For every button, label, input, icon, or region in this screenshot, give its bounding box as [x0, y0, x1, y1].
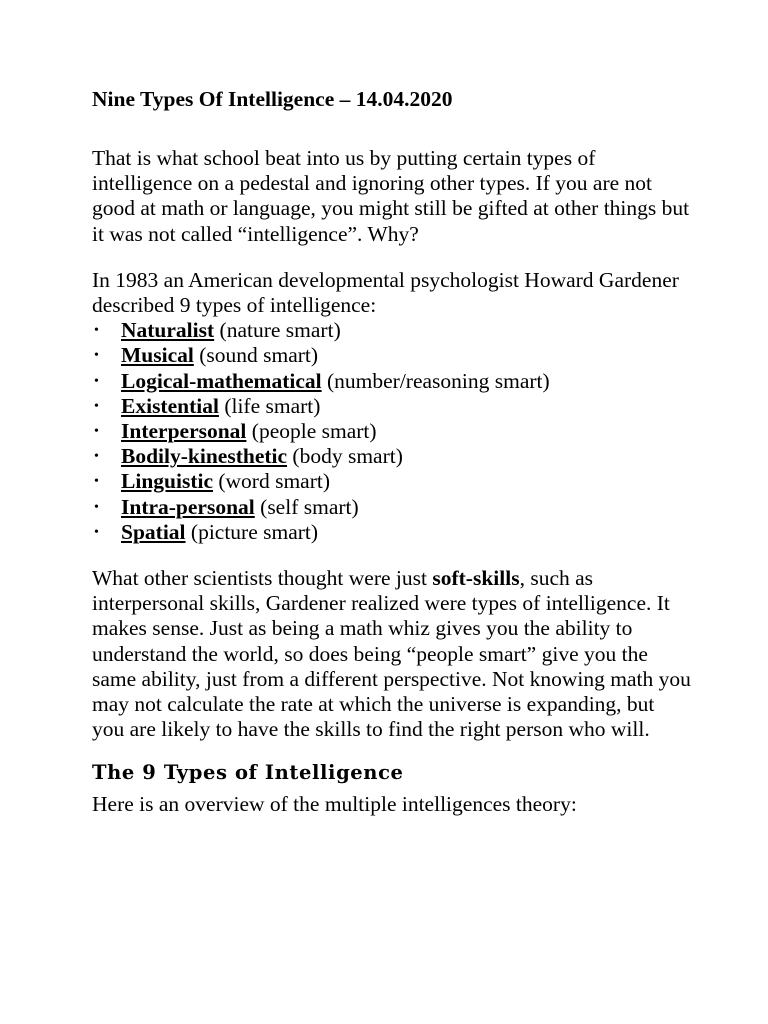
bullet-icon: •	[94, 474, 99, 490]
list-item-linguistic	[92, 469, 692, 494]
soft-skills-term: soft-skills	[432, 565, 520, 590]
type-term: Linguistic	[121, 469, 213, 494]
document-title: Nine Types Of Intelligence – 14.04.2020	[92, 87, 453, 111]
type-term: Spatial	[121, 519, 186, 544]
intelligence-types-list	[92, 318, 692, 545]
type-description: (people smart)	[246, 418, 377, 443]
bullet-icon: •	[94, 348, 99, 364]
type-term: Existential	[121, 393, 219, 418]
list-item-intra-personal	[92, 495, 692, 520]
intro-paragraph: That is what school beat into us by putting certain types of intelligence on a pedestal and ignoring other types. If you are not good at math or language, you might still be gifted at other things but it was not called “intelligence”. Why?	[92, 146, 690, 246]
bullet-icon: •	[94, 423, 99, 439]
type-term: Interpersonal	[121, 418, 247, 443]
type-term: Bodily-kinesthetic	[121, 444, 288, 469]
type-description: (life smart)	[218, 393, 321, 418]
paragraph-text-before: What other scientists thought were just	[92, 565, 433, 590]
gardener-paragraph: In 1983 an American developmental psychologist Howard Gardener described 9 types of intelligence:	[92, 267, 679, 318]
list-item-spatial	[92, 520, 692, 545]
list-item-bodily-kinesthetic	[92, 444, 692, 469]
paragraph-text-after: , such as interpersonal skills, Gardener realized were types of intelligence. It makes sense. Just as being a math whiz gives you the ability to understand the world, so does being “people smart” give you the same ability, just from a different perspective. Not knowing math you may not calculate the rate at which the universe is expanding, but you are likely to have the skills to find the right person who will.	[92, 565, 691, 742]
list-item-existential	[92, 394, 692, 419]
bullet-icon: •	[94, 373, 99, 389]
section-heading: The 9 Types of Intelligence	[92, 761, 404, 785]
type-description: (word smart)	[213, 469, 331, 494]
list-item-musical	[92, 343, 692, 368]
type-description: (picture smart)	[185, 519, 319, 544]
type-description: (number/reasoning smart)	[321, 368, 550, 393]
document-page	[92, 84, 692, 818]
bullet-icon: •	[94, 449, 99, 465]
type-term: Logical-mathematical	[121, 368, 322, 393]
bullet-icon: •	[94, 499, 99, 515]
bullet-icon: •	[94, 323, 99, 339]
list-item-logical-mathematical	[92, 369, 692, 394]
list-item-naturalist	[92, 318, 692, 343]
type-description: (sound smart)	[193, 343, 319, 368]
soft-skills-paragraph	[92, 566, 692, 742]
list-item-interpersonal	[92, 419, 692, 444]
type-term: Intra-personal	[121, 494, 255, 519]
type-description: (nature smart)	[214, 318, 341, 343]
bullet-icon: •	[94, 524, 99, 540]
type-term: Musical	[121, 343, 194, 368]
overview-paragraph: Here is an overview of the multiple intelligences theory:	[92, 792, 577, 817]
type-description: (body smart)	[287, 444, 403, 469]
type-term: Naturalist	[121, 318, 215, 343]
bullet-icon: •	[94, 398, 99, 414]
type-description: (self smart)	[254, 494, 359, 519]
